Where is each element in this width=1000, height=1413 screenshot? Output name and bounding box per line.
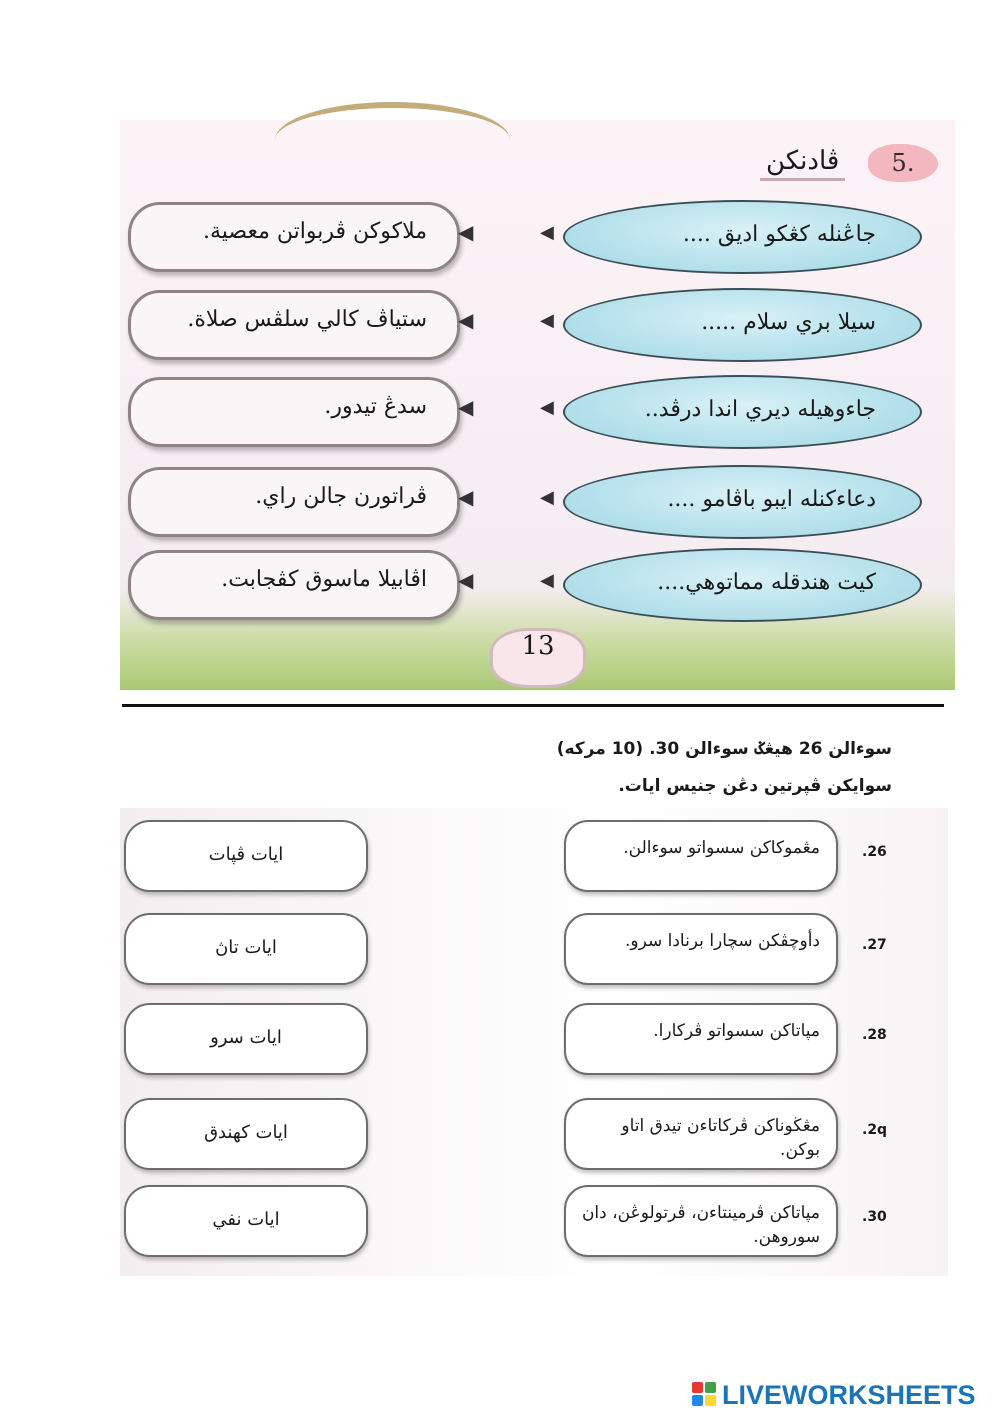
statement-text: مڠموكاكن سسواتو سوءالن. xyxy=(623,838,820,858)
statement-text: دأوچڤكن سچارا برنادا سرو. xyxy=(624,931,820,951)
section-instruction: سوايكن ڤڽرتين دڠن جنيس ايات. xyxy=(618,776,892,796)
option-text: ايات نفي xyxy=(212,1209,280,1230)
answer-box[interactable] xyxy=(128,377,460,447)
question-text: سيلا بري سلام ..... xyxy=(701,310,876,335)
arrow-left-icon: ◀ xyxy=(458,220,474,244)
question-ellipse xyxy=(563,375,922,449)
statement-row xyxy=(120,1098,910,1170)
arrow-left-icon: ◀ xyxy=(540,570,554,591)
question-ellipse xyxy=(563,548,922,622)
statement-row xyxy=(120,1185,910,1257)
statement-text: مڠڬوناكن ڤركاتاءن تيدق اتاو بوكن. xyxy=(621,1116,820,1160)
arrow-left-icon: ◀ xyxy=(540,222,554,243)
matching-row xyxy=(128,465,928,539)
exercise-title xyxy=(740,138,950,186)
statement-row xyxy=(120,820,910,892)
arrow-left-icon: ◀ xyxy=(458,568,474,592)
answer-text: ملاكوكن ڤربواتن معصية. xyxy=(203,219,427,244)
statement-box[interactable] xyxy=(564,1185,838,1257)
option-box[interactable] xyxy=(124,913,368,985)
option-text: ايات ڤڽات xyxy=(208,844,284,865)
answer-text: ڤراتورن جالن راي. xyxy=(255,484,427,509)
arrow-left-icon: ◀ xyxy=(458,485,474,509)
statement-box[interactable] xyxy=(564,1098,838,1170)
answer-box[interactable] xyxy=(128,202,460,272)
statement-text: مڽاتاكن سسواتو ڤركارا. xyxy=(653,1021,820,1041)
answer-text: سدڠ تيدور. xyxy=(324,394,427,419)
statement-box[interactable] xyxy=(564,820,838,892)
decorative-header-ornament xyxy=(275,102,510,140)
option-box[interactable] xyxy=(124,1098,368,1170)
option-box[interactable] xyxy=(124,1185,368,1257)
question-ellipse xyxy=(563,465,922,539)
arrow-left-icon: ◀ xyxy=(540,397,554,418)
liveworksheets-logo[interactable] xyxy=(692,1377,976,1413)
statement-row xyxy=(120,913,910,985)
statement-box[interactable] xyxy=(564,1003,838,1075)
statement-box[interactable] xyxy=(564,913,838,985)
statement-text: مڽاتاكن ڤرمينتاءن، ڤرتولوڠن، دان سوروهن. xyxy=(581,1203,820,1247)
answer-text: ستياڤ كالي سلڤس صلاة. xyxy=(187,307,427,332)
arrow-left-icon: ◀ xyxy=(458,308,474,332)
page-number: 13 xyxy=(490,628,586,688)
matching-row xyxy=(128,548,928,622)
arrow-left-icon: ◀ xyxy=(458,395,474,419)
statement-row xyxy=(120,1003,910,1075)
statement-number: .27 xyxy=(862,937,887,953)
option-box[interactable] xyxy=(124,1003,368,1075)
answer-box[interactable] xyxy=(128,467,460,537)
option-text: ايات سرو xyxy=(210,1027,282,1048)
question-ellipse xyxy=(563,288,922,362)
question-text: كيت هندقله مماتوهي.... xyxy=(657,570,876,595)
matching-row xyxy=(128,288,928,362)
section-divider xyxy=(122,704,944,707)
statement-number: .2q xyxy=(862,1122,888,1138)
option-box[interactable] xyxy=(124,820,368,892)
answer-box[interactable] xyxy=(128,290,460,360)
option-text: ايات كهندق xyxy=(204,1122,288,1143)
answer-text: اڤابيلا ماسوق كڤجابت. xyxy=(221,567,427,592)
matching-row xyxy=(128,200,928,274)
question-text: دعاءكنله ايبو باڤامو .... xyxy=(667,487,876,512)
section-header: سوءالن 26 هيڠݢ سوءالن 30. (10 مركه) xyxy=(556,739,892,759)
question-text: جاءوهيله ديري اندا درڤد.. xyxy=(644,397,876,422)
exercise-heading: ڤادنكن xyxy=(760,146,845,181)
question-text: جاڠنله كڠكو اديق .... xyxy=(682,222,876,247)
logo-text: LIVEWORKSHEETS xyxy=(722,1379,976,1410)
statement-number: .30 xyxy=(862,1209,887,1225)
statement-number: .28 xyxy=(862,1027,887,1043)
arrow-left-icon: ◀ xyxy=(540,310,554,331)
arrow-left-icon: ◀ xyxy=(540,487,554,508)
answer-box[interactable] xyxy=(128,550,460,620)
matching-row xyxy=(128,375,928,449)
question-ellipse xyxy=(563,200,922,274)
option-text: ايات تاڽ xyxy=(215,937,277,958)
statement-number: .26 xyxy=(862,844,887,860)
exercise-number-badge: 5. xyxy=(868,144,938,182)
logo-icon xyxy=(692,1382,718,1408)
